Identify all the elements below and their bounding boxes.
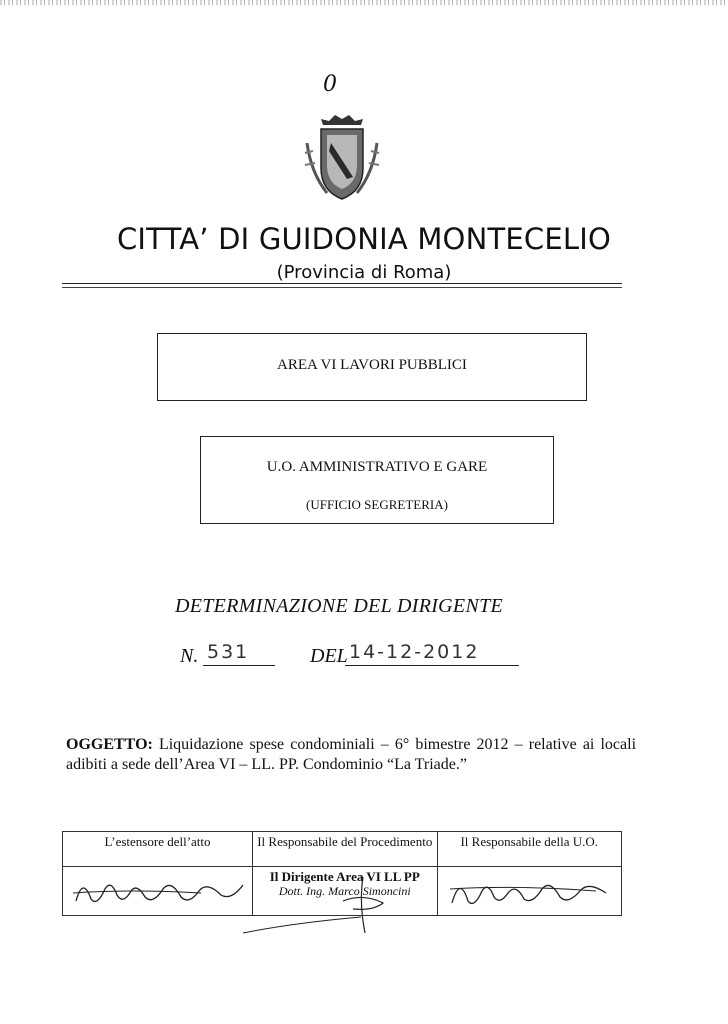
uo-signature-icon xyxy=(446,871,616,911)
subject-label: OGGETTO: xyxy=(66,736,153,753)
subject-text: Liquidazione spese condominiali – 6° bimestre 2012 – relative ai locali adibiti a sede dell’Area VI – LL. PP. Condominio “La Triade.” xyxy=(66,736,637,773)
number-value xyxy=(203,641,275,666)
header-rule-double xyxy=(62,287,622,288)
province-subtitle: (Provincia di Roma) xyxy=(276,262,452,283)
header-responsabile-uo: Il Responsabile della U.O. xyxy=(437,832,621,867)
area-box xyxy=(157,333,587,401)
city-crest-icon xyxy=(303,113,381,203)
number-value-text: 531 xyxy=(207,641,250,663)
number-label: N. xyxy=(180,645,199,667)
office-box xyxy=(200,436,554,524)
director-name: Dott. Ing. Marco Simoncini xyxy=(278,884,411,898)
date-label: DEL xyxy=(310,645,348,667)
director-title: Il Dirigente Area VI LL PP xyxy=(269,869,420,884)
date-value xyxy=(345,641,519,666)
handwritten-signature-icon xyxy=(71,871,251,911)
area-label: AREA VI LAVORI PUBBLICI xyxy=(277,357,467,373)
office-label: U.O. AMMINISTRATIVO E GARE xyxy=(266,459,488,475)
date-value-text: 14-12-2012 xyxy=(349,641,480,663)
estensore-signature-cell xyxy=(63,867,253,916)
director-cell xyxy=(253,867,437,916)
signatures-table xyxy=(62,831,622,916)
determination-heading: DETERMINAZIONE DEL DIRIGENTE xyxy=(175,595,504,617)
uo-signature-cell xyxy=(437,867,621,916)
office-sublabel: (UFFICIO SEGRETERIA) xyxy=(306,497,448,512)
director-signature-icon xyxy=(233,873,423,943)
header-rule xyxy=(62,283,622,284)
subject-paragraph xyxy=(66,735,636,775)
header-responsabile-procedimento: Il Responsabile del Procedimento xyxy=(253,832,437,867)
handwritten-mark: 0 xyxy=(323,72,337,97)
city-title: CITTA’ DI GUIDONIA MONTECELIO xyxy=(116,222,612,256)
scan-top-noise xyxy=(0,0,728,5)
header-estensore: L’estensore dell’atto xyxy=(63,832,253,867)
